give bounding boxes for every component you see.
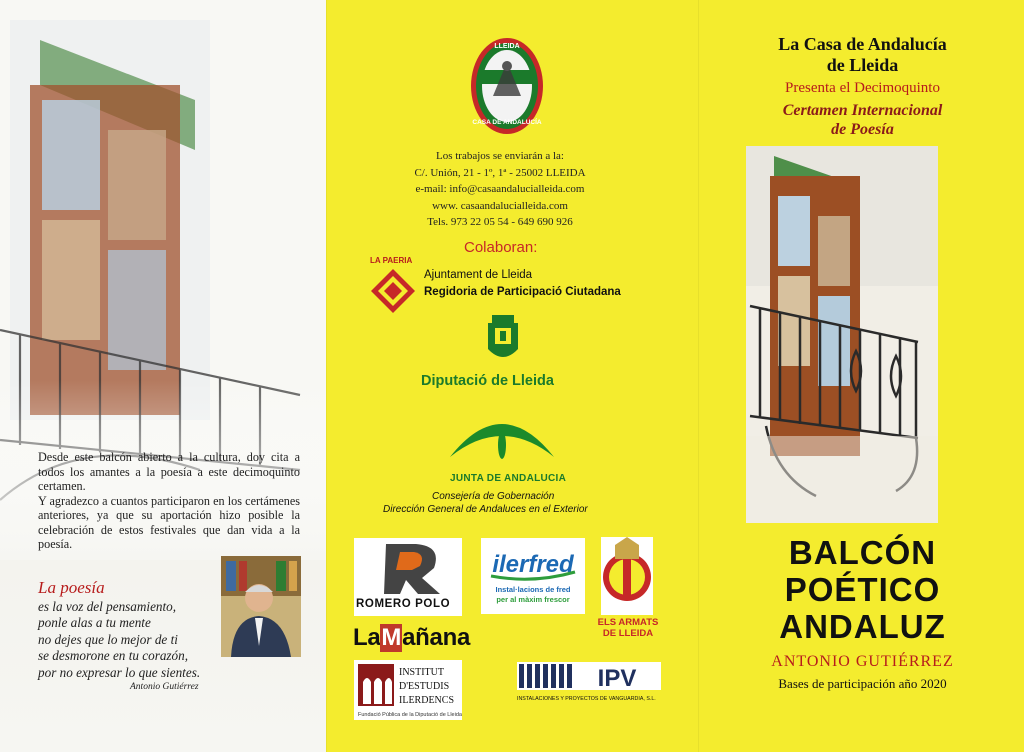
poem-line: se desmorone en tu corazón,	[38, 648, 189, 664]
paeria-logo	[369, 267, 417, 320]
intro-paragraph-1: Desde este balcón abierto a la cultura, doy cita a todos los amantes a la poesía a este decimoquinto certamen.	[38, 450, 300, 493]
manana-suffix: añana	[402, 624, 470, 651]
title-line: POÉTICO	[784, 571, 941, 608]
els-armats-label	[592, 617, 664, 639]
poem-line: por no expresar lo que sientes.	[38, 664, 201, 680]
direccion-line: Dirección General de Andaluces en el Exterior	[383, 504, 588, 515]
svg-text:CASA DE ANDALUCÍA: CASA DE ANDALUCÍA	[472, 119, 542, 126]
author-photo	[221, 556, 301, 657]
institut-estudis-ilerdencs-logo	[354, 660, 462, 720]
organizer-line: de Lleida	[826, 55, 899, 75]
email-line: e-mail: info@casaandalucialleida.com	[415, 183, 585, 196]
poem	[38, 599, 200, 681]
svg-text:Instal·lacions de fred: Instal·lacions de fred	[495, 585, 571, 594]
svg-text:Fundació Pública de la Diputac: Fundació Pública de la Diputació de Lleida	[358, 712, 462, 718]
title-line: ANDALUZ	[779, 608, 946, 645]
certamen-line: Certamen Internacional	[782, 102, 943, 119]
fold-line	[698, 0, 699, 752]
svg-text:ilerfred: ilerfred	[492, 551, 574, 578]
certamen-title	[700, 101, 1024, 139]
casa-andalucia-logo	[469, 36, 545, 141]
armats-line: DE LLEIDA	[602, 628, 654, 639]
la-manana-logo	[353, 624, 470, 652]
phone-line: Tels. 973 22 05 54 - 649 690 926	[427, 216, 573, 229]
author-name: ANTONIO GUTIÉRREZ	[771, 653, 954, 670]
svg-text:INSTALACIONES Y PROYECTOS DE V: INSTALACIONES Y PROYECTOS DE VANGUARDIA, S.L.	[517, 696, 656, 702]
poem-line: no dejes que lo mejor de ti	[38, 631, 178, 647]
svg-text:LLEIDA: LLEIDA	[494, 43, 520, 50]
svg-text:IPV: IPV	[597, 665, 637, 692]
fold-line	[326, 0, 327, 752]
diputacio-logo	[486, 315, 520, 370]
poem-line: es la voz del pensamiento,	[38, 599, 177, 614]
certamen-line: de Poesía	[831, 121, 894, 138]
ajuntament-department: Regidoria de Participació Ciutadana	[424, 286, 621, 298]
manana-prefix: La	[353, 624, 381, 651]
diputacio-label: Diputació de Lleida	[421, 373, 554, 389]
poem-title: La poesía	[38, 578, 105, 597]
collaborators-heading: Colaboran:	[464, 239, 538, 256]
bases-line: Bases de participación año 2020	[778, 676, 947, 691]
romero-polo-label: ROMERO POLO	[356, 598, 451, 610]
address-block	[380, 148, 620, 231]
address-line: Los trabajos se enviarán a la:	[436, 150, 564, 162]
main-title	[700, 534, 1024, 645]
armats-line: ELS ARMATS	[597, 617, 659, 628]
svg-text:per al màxim frescor: per al màxim frescor	[496, 595, 570, 604]
organizer-name	[700, 34, 1024, 76]
ipv-logo	[517, 662, 661, 711]
ilerfred-logo	[481, 538, 585, 614]
paeria-label: LA PAERIA	[370, 256, 413, 265]
presenta-line: Presenta el Decimoquinto	[785, 80, 940, 96]
svg-text:ILERDENCS: ILERDENCS	[399, 695, 454, 706]
manana-m: M	[381, 624, 402, 651]
address-line: C/. Unión, 21 - 1º, 1ª - 25002 LLEIDA	[414, 166, 586, 179]
poem-signature: Antonio Gutiérrez	[130, 682, 199, 692]
organizer-line: La Casa de Andalucía	[778, 34, 947, 54]
intro-text	[38, 450, 300, 552]
left-panel	[0, 0, 330, 752]
conselleria-line: Consejería de Gobernación	[432, 491, 555, 502]
svg-text:D'ESTUDIS: D'ESTUDIS	[399, 681, 450, 692]
title-line: BALCÓN	[788, 534, 937, 571]
els-armats-logo	[601, 537, 653, 615]
junta-andalucia-logo	[446, 405, 558, 476]
ajuntament-name: Ajuntament de Lleida	[424, 269, 533, 281]
balcony-photo	[746, 146, 938, 523]
svg-text:INSTITUT: INSTITUT	[399, 667, 444, 678]
website-line: www. casaandalucialleida.com	[432, 199, 568, 212]
poem-line: ponle alas a tu mente	[38, 615, 151, 631]
junta-label: JUNTA DE ANDALUCIA	[450, 473, 567, 484]
intro-paragraph-2: Y agradezco a cuantos participaron en los certámenes anteriores, ya que su aportación hizo posible la celebración de estos festivales que dan vida a la poesía.	[38, 493, 300, 551]
